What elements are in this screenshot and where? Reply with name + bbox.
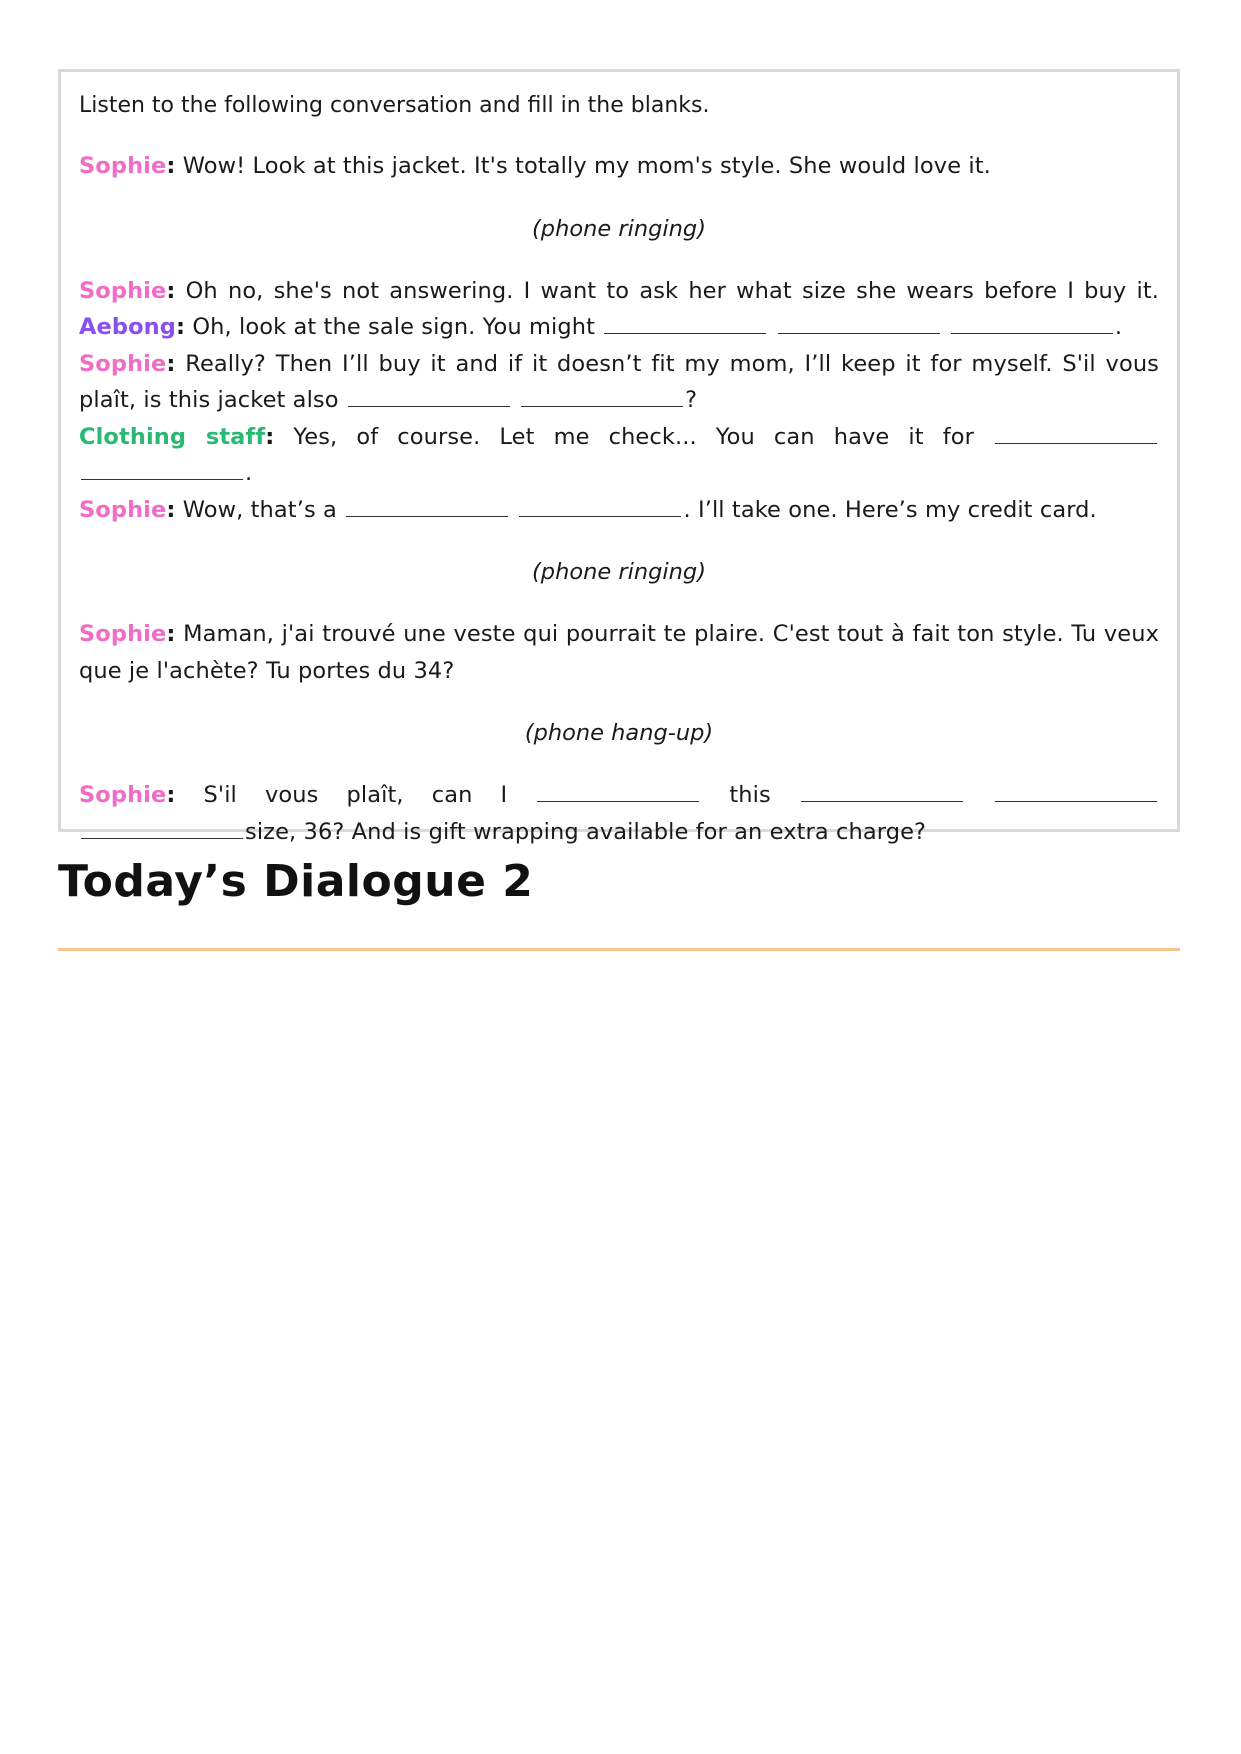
line-text: Really? Then I’ll buy it and if it doesn’t fit my mom, I’ll keep it for myself. S'il vous plaît, is this jacket also: [79, 350, 1159, 413]
line-text: Wow! Look at this jacket. It's totally my mom's style. She would love it.: [175, 153, 991, 179]
stage-direction: (phone hang-up): [524, 720, 714, 746]
dialogue-line-1: [79, 148, 1159, 185]
answer-blank[interactable]: [801, 800, 963, 802]
answer-blank[interactable]: [81, 478, 243, 480]
exercise-box: [58, 69, 1180, 845]
dialogue-line-6: [79, 492, 1159, 529]
line-text: Wow, that’s a: [175, 496, 345, 523]
dialogue-line-2: [79, 273, 1159, 310]
speaker-colon: :: [166, 782, 176, 808]
line-text: S'il vous plaît, can I: [175, 782, 536, 808]
stage-direction: (phone ringing): [532, 215, 706, 242]
speaker-sophie: Sophie: [79, 621, 167, 647]
line-text: Oh no, she's not answering. I want to ask her what size she wears before I buy it.: [175, 277, 1159, 304]
answer-blank[interactable]: [951, 332, 1113, 334]
answer-blank[interactable]: [995, 442, 1157, 444]
answer-blank[interactable]: [81, 837, 243, 839]
speaker-aebong: Aebong: [79, 314, 176, 340]
line-text: Yes, of course. Let me check... You can have it for: [274, 423, 993, 450]
dialogue-line-7: [79, 616, 1159, 689]
speaker-sophie: Sophie: [79, 277, 167, 304]
line-text: .: [1114, 314, 1123, 340]
line-text: .: [245, 460, 253, 486]
instruction-text: Listen to the following conversation and fill in the blanks.: [79, 93, 710, 118]
line-text: . I’ll take one. Here’s my credit card.: [683, 496, 1097, 523]
speaker-colon: :: [166, 277, 176, 304]
answer-blank[interactable]: [346, 515, 508, 517]
answer-blank[interactable]: [537, 800, 699, 802]
speaker-colon: :: [175, 314, 186, 340]
speaker-sophie: Sophie: [79, 782, 167, 808]
dialogue-line-5: [79, 419, 1159, 492]
section-heading: Today’s Dialogue 2: [58, 856, 534, 907]
dialogue-block-1: [79, 273, 1159, 529]
answer-blank[interactable]: [348, 405, 510, 407]
speaker-colon: :: [265, 423, 275, 450]
speaker-colon: :: [166, 350, 176, 377]
answer-blank[interactable]: [521, 405, 683, 407]
line-text: Maman, j'ai trouvé une veste qui pourrait te plaire. C'est tout à fait ton style. Tu veux que je l'achète? Tu portes du 34?: [79, 621, 1159, 684]
line-text-wrap: [79, 819, 926, 845]
speaker-colon: :: [166, 496, 176, 523]
speaker-colon: :: [166, 153, 176, 179]
speaker-colon: :: [166, 621, 176, 647]
stage-direction: (phone ringing): [532, 559, 706, 585]
answer-blank[interactable]: [995, 800, 1157, 802]
answer-blank[interactable]: [778, 332, 940, 334]
speaker-sophie: Sophie: [79, 153, 167, 179]
line-text: size, 36? And is gift wrapping available for an extra charge?: [245, 818, 927, 845]
answer-blank[interactable]: [519, 515, 681, 517]
answer-blank[interactable]: [604, 332, 766, 334]
speaker-sophie: Sophie: [79, 496, 167, 523]
line-text: ?: [685, 387, 698, 413]
dialogue-line-8: [79, 777, 1159, 850]
section-divider: [58, 948, 1180, 951]
dialogue-line-3: [79, 309, 1159, 346]
dialogue-line-4: [79, 346, 1159, 419]
line-text: this: [701, 782, 799, 808]
line-text: Oh, look at the sale sign. You might: [185, 314, 603, 340]
speaker-clothing-staff: Clothing staff: [79, 423, 266, 450]
speaker-sophie: Sophie: [79, 350, 167, 377]
